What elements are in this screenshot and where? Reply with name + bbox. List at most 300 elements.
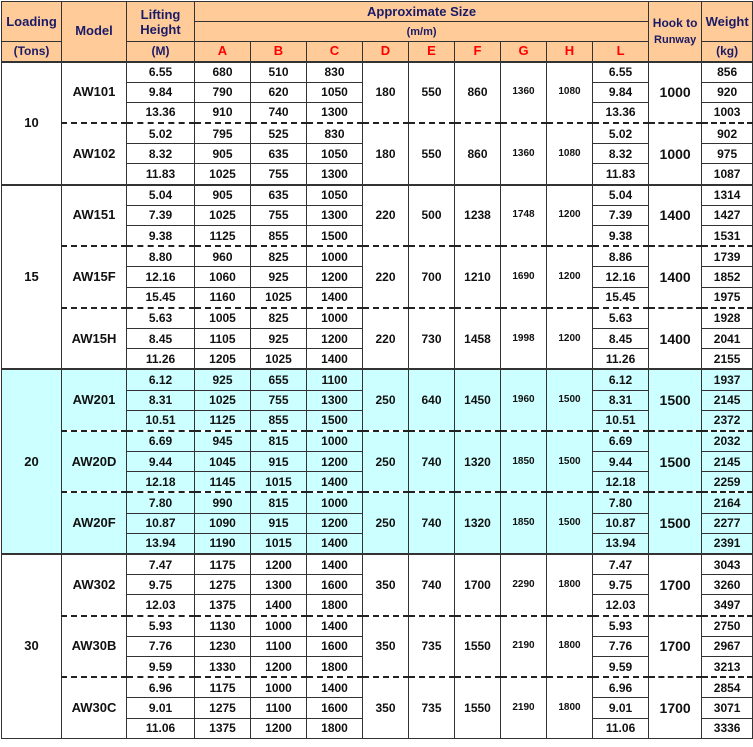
weight-cell: 3213 bbox=[702, 656, 753, 677]
dim-c-cell: 830 bbox=[307, 62, 363, 83]
weight-header: Weight bbox=[702, 2, 753, 42]
lifting-height-cell: 8.32 bbox=[127, 144, 195, 164]
dim-c-cell: 1400 bbox=[307, 616, 363, 637]
dim-f-cell: 1320 bbox=[455, 431, 501, 493]
dim-l-cell: 9.59 bbox=[593, 656, 649, 677]
dim-b-cell: 1000 bbox=[251, 616, 307, 637]
hook-to-runway-line2: Runway bbox=[654, 33, 697, 46]
dim-d-cell: 250 bbox=[363, 492, 409, 554]
dim-c-cell: 1300 bbox=[307, 164, 363, 185]
lifting-height-cell: 11.83 bbox=[127, 164, 195, 185]
lifting-height-unit: (M) bbox=[127, 42, 195, 62]
dim-b-cell: 1100 bbox=[251, 636, 307, 656]
lifting-height-cell: 11.26 bbox=[127, 349, 195, 370]
dim-l-cell: 7.47 bbox=[593, 554, 649, 575]
lifting-height-cell: 7.47 bbox=[127, 554, 195, 575]
dim-c-cell: 1300 bbox=[307, 390, 363, 410]
dim-a-cell: 945 bbox=[195, 431, 251, 452]
table-row bbox=[2, 308, 753, 329]
dim-e-cell: 640 bbox=[409, 369, 455, 431]
dim-b-cell: 925 bbox=[251, 328, 307, 348]
dim-a-cell: 960 bbox=[195, 246, 251, 267]
dim-a-cell: 1045 bbox=[195, 452, 251, 472]
lifting-height-cell: 6.55 bbox=[127, 62, 195, 83]
dim-b-cell: 1100 bbox=[251, 698, 307, 718]
hook-to-runway-cell: 1400 bbox=[649, 246, 702, 308]
col-header-f: F bbox=[455, 42, 501, 62]
dim-a-cell: 1125 bbox=[195, 226, 251, 247]
col-header-b: B bbox=[251, 42, 307, 62]
lifting-height-cell: 15.45 bbox=[127, 287, 195, 308]
dim-a-cell: 1175 bbox=[195, 554, 251, 575]
dim-f-cell: 1550 bbox=[455, 616, 501, 678]
lifting-height-cell: 9.38 bbox=[127, 226, 195, 247]
dim-h-cell: 1080 bbox=[547, 123, 593, 185]
dim-l-cell: 15.45 bbox=[593, 287, 649, 308]
lifting-height-cell: 9.75 bbox=[127, 575, 195, 595]
dim-g-cell: 1850 bbox=[501, 492, 547, 554]
dim-c-cell: 1400 bbox=[307, 554, 363, 575]
lifting-height-cell: 6.12 bbox=[127, 369, 195, 390]
dim-a-cell: 1105 bbox=[195, 328, 251, 348]
dim-f-cell: 860 bbox=[455, 62, 501, 124]
weight-cell: 1531 bbox=[702, 226, 753, 247]
lifting-height-cell: 8.45 bbox=[127, 328, 195, 348]
col-header-l: L bbox=[593, 42, 649, 62]
weight-cell: 3497 bbox=[702, 595, 753, 616]
lifting-height-cell: 7.39 bbox=[127, 205, 195, 225]
dim-a-cell: 1145 bbox=[195, 472, 251, 493]
dim-b-cell: 1025 bbox=[251, 349, 307, 370]
dim-l-cell: 12.03 bbox=[593, 595, 649, 616]
dim-l-cell: 5.63 bbox=[593, 308, 649, 329]
table-body bbox=[2, 62, 753, 739]
dim-b-cell: 755 bbox=[251, 164, 307, 185]
dim-f-cell: 1450 bbox=[455, 369, 501, 431]
dim-g-cell: 1360 bbox=[501, 123, 547, 185]
dim-l-cell: 6.96 bbox=[593, 677, 649, 698]
dim-b-cell: 740 bbox=[251, 102, 307, 123]
hook-to-runway-cell: 1400 bbox=[649, 185, 702, 247]
weight-cell: 3336 bbox=[702, 718, 753, 738]
lifting-height-cell: 10.87 bbox=[127, 513, 195, 533]
hook-to-runway-line1: Hook to bbox=[652, 15, 698, 30]
lifting-height-cell: 11.06 bbox=[127, 718, 195, 738]
dim-e-cell: 735 bbox=[409, 616, 455, 678]
dim-f-cell: 1320 bbox=[455, 492, 501, 554]
dim-l-cell: 7.80 bbox=[593, 492, 649, 513]
lifting-height-cell: 5.02 bbox=[127, 123, 195, 144]
dim-g-cell: 2190 bbox=[501, 677, 547, 738]
model-cell: AW201 bbox=[62, 369, 127, 431]
dim-l-cell: 11.06 bbox=[593, 718, 649, 738]
weight-cell: 1937 bbox=[702, 369, 753, 390]
weight-cell: 1852 bbox=[702, 267, 753, 287]
dim-h-cell: 1200 bbox=[547, 308, 593, 370]
dim-d-cell: 220 bbox=[363, 185, 409, 247]
lifting-height-cell: 9.44 bbox=[127, 452, 195, 472]
dim-e-cell: 740 bbox=[409, 554, 455, 616]
dim-g-cell: 1998 bbox=[501, 308, 547, 370]
dim-a-cell: 905 bbox=[195, 185, 251, 206]
dim-l-cell: 13.36 bbox=[593, 102, 649, 123]
dim-a-cell: 1375 bbox=[195, 718, 251, 738]
weight-cell: 1087 bbox=[702, 164, 753, 185]
model-cell: AW20F bbox=[62, 492, 127, 554]
model-cell: AW15H bbox=[62, 308, 127, 370]
lifting-height-cell: 12.16 bbox=[127, 267, 195, 287]
dim-b-cell: 635 bbox=[251, 185, 307, 206]
lifting-height-cell: 8.80 bbox=[127, 246, 195, 267]
dim-b-cell: 1300 bbox=[251, 575, 307, 595]
hook-to-runway-cell: 1500 bbox=[649, 431, 702, 493]
dim-c-cell: 1500 bbox=[307, 410, 363, 431]
dim-f-cell: 1700 bbox=[455, 554, 501, 616]
dim-l-cell: 9.75 bbox=[593, 575, 649, 595]
weight-cell: 2145 bbox=[702, 390, 753, 410]
table-row bbox=[2, 677, 753, 698]
hook-to-runway-cell: 1700 bbox=[649, 677, 702, 738]
dim-g-cell: 2290 bbox=[501, 554, 547, 616]
lifting-height-cell: 5.93 bbox=[127, 616, 195, 637]
dim-b-cell: 915 bbox=[251, 513, 307, 533]
table-row bbox=[2, 369, 753, 390]
hoist-spec-table bbox=[1, 1, 753, 739]
loading-cell: 15 bbox=[2, 185, 62, 370]
dim-a-cell: 680 bbox=[195, 62, 251, 83]
dim-h-cell: 1500 bbox=[547, 492, 593, 554]
lifting-height-cell: 13.94 bbox=[127, 533, 195, 554]
table-row bbox=[2, 123, 753, 144]
weight-cell: 856 bbox=[702, 62, 753, 83]
dim-d-cell: 220 bbox=[363, 246, 409, 308]
dim-f-cell: 1458 bbox=[455, 308, 501, 370]
hook-to-runway-cell: 1400 bbox=[649, 308, 702, 370]
dim-c-cell: 830 bbox=[307, 123, 363, 144]
dim-c-cell: 1800 bbox=[307, 656, 363, 677]
loading-cell: 10 bbox=[2, 62, 62, 185]
dim-l-cell: 9.01 bbox=[593, 698, 649, 718]
lifting-height-cell: 5.04 bbox=[127, 185, 195, 206]
dim-a-cell: 1375 bbox=[195, 595, 251, 616]
dim-d-cell: 220 bbox=[363, 308, 409, 370]
lifting-height-cell: 6.69 bbox=[127, 431, 195, 452]
dim-a-cell: 1175 bbox=[195, 677, 251, 698]
dim-b-cell: 1015 bbox=[251, 533, 307, 554]
dim-f-cell: 1238 bbox=[455, 185, 501, 247]
dim-b-cell: 1400 bbox=[251, 595, 307, 616]
table-row bbox=[2, 492, 753, 513]
dim-b-cell: 525 bbox=[251, 123, 307, 144]
model-cell: AW151 bbox=[62, 185, 127, 247]
loading-cell: 30 bbox=[2, 554, 62, 738]
dim-l-cell: 11.26 bbox=[593, 349, 649, 370]
dim-c-cell: 1000 bbox=[307, 431, 363, 452]
lifting-height-cell: 13.36 bbox=[127, 102, 195, 123]
weight-cell: 2391 bbox=[702, 533, 753, 554]
dim-d-cell: 350 bbox=[363, 554, 409, 616]
lifting-height-cell: 9.01 bbox=[127, 698, 195, 718]
dim-l-cell: 5.04 bbox=[593, 185, 649, 206]
dim-c-cell: 1300 bbox=[307, 205, 363, 225]
dim-a-cell: 990 bbox=[195, 492, 251, 513]
dim-l-cell: 12.16 bbox=[593, 267, 649, 287]
dim-a-cell: 1025 bbox=[195, 390, 251, 410]
dim-g-cell: 1690 bbox=[501, 246, 547, 308]
model-cell: AW15F bbox=[62, 246, 127, 308]
loading-cell: 20 bbox=[2, 369, 62, 554]
model-header: Model bbox=[62, 2, 127, 62]
dim-l-cell: 12.18 bbox=[593, 472, 649, 493]
weight-cell: 2259 bbox=[702, 472, 753, 493]
hook-to-runway-cell: 1700 bbox=[649, 554, 702, 616]
dim-c-cell: 1200 bbox=[307, 513, 363, 533]
dim-d-cell: 350 bbox=[363, 616, 409, 678]
weight-cell: 1975 bbox=[702, 287, 753, 308]
weight-cell: 2372 bbox=[702, 410, 753, 431]
dim-b-cell: 815 bbox=[251, 492, 307, 513]
dim-l-cell: 9.38 bbox=[593, 226, 649, 247]
weight-cell: 3043 bbox=[702, 554, 753, 575]
dim-a-cell: 1005 bbox=[195, 308, 251, 329]
weight-cell: 1003 bbox=[702, 102, 753, 123]
weight-cell: 1427 bbox=[702, 205, 753, 225]
table-row bbox=[2, 554, 753, 575]
dim-e-cell: 550 bbox=[409, 62, 455, 124]
dim-l-cell: 10.87 bbox=[593, 513, 649, 533]
dim-c-cell: 1200 bbox=[307, 328, 363, 348]
dim-h-cell: 1200 bbox=[547, 185, 593, 247]
hook-to-runway-cell: 1500 bbox=[649, 369, 702, 431]
table-row bbox=[2, 616, 753, 637]
lifting-height-header: Lifting Height bbox=[127, 2, 195, 42]
weight-cell: 975 bbox=[702, 144, 753, 164]
dim-e-cell: 735 bbox=[409, 677, 455, 738]
dim-d-cell: 180 bbox=[363, 123, 409, 185]
dim-b-cell: 755 bbox=[251, 205, 307, 225]
dim-c-cell: 1200 bbox=[307, 452, 363, 472]
dim-e-cell: 700 bbox=[409, 246, 455, 308]
lifting-height-cell: 12.03 bbox=[127, 595, 195, 616]
dim-a-cell: 1160 bbox=[195, 287, 251, 308]
dim-h-cell: 1500 bbox=[547, 369, 593, 431]
weight-cell: 2277 bbox=[702, 513, 753, 533]
model-cell: AW30B bbox=[62, 616, 127, 678]
lifting-height-cell: 5.63 bbox=[127, 308, 195, 329]
dim-a-cell: 1090 bbox=[195, 513, 251, 533]
weight-cell: 2155 bbox=[702, 349, 753, 370]
dim-e-cell: 740 bbox=[409, 431, 455, 493]
dim-f-cell: 1210 bbox=[455, 246, 501, 308]
dim-b-cell: 855 bbox=[251, 410, 307, 431]
dim-a-cell: 790 bbox=[195, 82, 251, 102]
col-header-c: C bbox=[307, 42, 363, 62]
dim-l-cell: 10.51 bbox=[593, 410, 649, 431]
model-cell: AW20D bbox=[62, 431, 127, 493]
table-row bbox=[2, 431, 753, 452]
dim-c-cell: 1100 bbox=[307, 369, 363, 390]
lifting-height-cell: 10.51 bbox=[127, 410, 195, 431]
dim-c-cell: 1050 bbox=[307, 82, 363, 102]
dim-b-cell: 1000 bbox=[251, 677, 307, 698]
model-cell: AW30C bbox=[62, 677, 127, 738]
dim-e-cell: 740 bbox=[409, 492, 455, 554]
dim-b-cell: 1200 bbox=[251, 554, 307, 575]
dim-h-cell: 1800 bbox=[547, 554, 593, 616]
col-header-a: A bbox=[195, 42, 251, 62]
dim-a-cell: 925 bbox=[195, 369, 251, 390]
dim-b-cell: 855 bbox=[251, 226, 307, 247]
dim-e-cell: 730 bbox=[409, 308, 455, 370]
loading-unit: (Tons) bbox=[2, 42, 62, 62]
weight-cell: 2750 bbox=[702, 616, 753, 637]
weight-cell: 3071 bbox=[702, 698, 753, 718]
dim-c-cell: 1000 bbox=[307, 492, 363, 513]
dim-e-cell: 550 bbox=[409, 123, 455, 185]
dim-c-cell: 1400 bbox=[307, 677, 363, 698]
dim-l-cell: 5.02 bbox=[593, 123, 649, 144]
approx-size-unit: (m/m) bbox=[195, 22, 649, 42]
lifting-height-cell: 8.31 bbox=[127, 390, 195, 410]
dim-a-cell: 1130 bbox=[195, 616, 251, 637]
dim-b-cell: 1025 bbox=[251, 287, 307, 308]
dim-a-cell: 1125 bbox=[195, 410, 251, 431]
dim-l-cell: 8.31 bbox=[593, 390, 649, 410]
dim-b-cell: 1200 bbox=[251, 656, 307, 677]
dim-c-cell: 1400 bbox=[307, 472, 363, 493]
dim-b-cell: 755 bbox=[251, 390, 307, 410]
dim-l-cell: 9.44 bbox=[593, 452, 649, 472]
dim-c-cell: 1050 bbox=[307, 185, 363, 206]
dim-c-cell: 1600 bbox=[307, 698, 363, 718]
col-header-g: G bbox=[501, 42, 547, 62]
hook-to-runway-cell: 1000 bbox=[649, 62, 702, 124]
dim-d-cell: 250 bbox=[363, 431, 409, 493]
dim-b-cell: 825 bbox=[251, 308, 307, 329]
lifting-height-cell: 7.76 bbox=[127, 636, 195, 656]
dim-h-cell: 1800 bbox=[547, 616, 593, 678]
table-row bbox=[2, 62, 753, 83]
dim-b-cell: 655 bbox=[251, 369, 307, 390]
dim-l-cell: 11.83 bbox=[593, 164, 649, 185]
dim-d-cell: 180 bbox=[363, 62, 409, 124]
lifting-height-cell: 6.96 bbox=[127, 677, 195, 698]
col-header-h: H bbox=[547, 42, 593, 62]
dim-c-cell: 1300 bbox=[307, 102, 363, 123]
dim-d-cell: 250 bbox=[363, 369, 409, 431]
weight-cell: 2854 bbox=[702, 677, 753, 698]
dim-f-cell: 1550 bbox=[455, 677, 501, 738]
dim-a-cell: 905 bbox=[195, 144, 251, 164]
dim-c-cell: 1400 bbox=[307, 287, 363, 308]
hook-to-runway-cell: 1000 bbox=[649, 123, 702, 185]
dim-c-cell: 1200 bbox=[307, 267, 363, 287]
dim-l-cell: 8.45 bbox=[593, 328, 649, 348]
model-cell: AW101 bbox=[62, 62, 127, 124]
model-cell: AW102 bbox=[62, 123, 127, 185]
table-row bbox=[2, 185, 753, 206]
dim-l-cell: 6.55 bbox=[593, 62, 649, 83]
weight-cell: 2967 bbox=[702, 636, 753, 656]
dim-l-cell: 9.84 bbox=[593, 82, 649, 102]
weight-cell: 902 bbox=[702, 123, 753, 144]
weight-cell: 3260 bbox=[702, 575, 753, 595]
dim-h-cell: 1200 bbox=[547, 246, 593, 308]
dim-h-cell: 1500 bbox=[547, 431, 593, 493]
dim-b-cell: 1200 bbox=[251, 718, 307, 738]
model-cell: AW302 bbox=[62, 554, 127, 616]
dim-b-cell: 825 bbox=[251, 246, 307, 267]
lifting-height-cell: 9.84 bbox=[127, 82, 195, 102]
dim-g-cell: 1360 bbox=[501, 62, 547, 124]
weight-cell: 1928 bbox=[702, 308, 753, 329]
lifting-height-cell: 9.59 bbox=[127, 656, 195, 677]
col-header-e: E bbox=[409, 42, 455, 62]
dim-b-cell: 925 bbox=[251, 267, 307, 287]
hook-to-runway-header bbox=[649, 2, 702, 62]
dim-b-cell: 815 bbox=[251, 431, 307, 452]
dim-l-cell: 7.39 bbox=[593, 205, 649, 225]
lifting-height-cell: 12.18 bbox=[127, 472, 195, 493]
dim-c-cell: 1600 bbox=[307, 575, 363, 595]
hook-to-runway-cell: 1700 bbox=[649, 616, 702, 678]
dim-c-cell: 1000 bbox=[307, 246, 363, 267]
dim-l-cell: 5.93 bbox=[593, 616, 649, 637]
dim-l-cell: 6.12 bbox=[593, 369, 649, 390]
dim-g-cell: 2190 bbox=[501, 616, 547, 678]
dim-a-cell: 1025 bbox=[195, 205, 251, 225]
dim-b-cell: 915 bbox=[251, 452, 307, 472]
table-header bbox=[2, 2, 753, 62]
dim-f-cell: 860 bbox=[455, 123, 501, 185]
col-header-d: D bbox=[363, 42, 409, 62]
dim-h-cell: 1080 bbox=[547, 62, 593, 124]
dim-b-cell: 1015 bbox=[251, 472, 307, 493]
dim-l-cell: 13.94 bbox=[593, 533, 649, 554]
weight-cell: 920 bbox=[702, 82, 753, 102]
lifting-height-cell: 7.80 bbox=[127, 492, 195, 513]
dim-b-cell: 635 bbox=[251, 144, 307, 164]
dim-e-cell: 500 bbox=[409, 185, 455, 247]
dim-l-cell: 8.32 bbox=[593, 144, 649, 164]
dim-a-cell: 1330 bbox=[195, 656, 251, 677]
weight-unit: (kg) bbox=[702, 42, 753, 62]
weight-cell: 1739 bbox=[702, 246, 753, 267]
weight-cell: 2164 bbox=[702, 492, 753, 513]
dim-g-cell: 1748 bbox=[501, 185, 547, 247]
dim-d-cell: 350 bbox=[363, 677, 409, 738]
dim-l-cell: 8.86 bbox=[593, 246, 649, 267]
hook-to-runway-cell: 1500 bbox=[649, 492, 702, 554]
weight-cell: 2032 bbox=[702, 431, 753, 452]
dim-h-cell: 1800 bbox=[547, 677, 593, 738]
dim-c-cell: 1800 bbox=[307, 595, 363, 616]
dim-a-cell: 910 bbox=[195, 102, 251, 123]
weight-cell: 2145 bbox=[702, 452, 753, 472]
dim-l-cell: 7.76 bbox=[593, 636, 649, 656]
dim-c-cell: 1400 bbox=[307, 533, 363, 554]
dim-a-cell: 1205 bbox=[195, 349, 251, 370]
dim-a-cell: 1025 bbox=[195, 164, 251, 185]
weight-cell: 1314 bbox=[702, 185, 753, 206]
dim-b-cell: 510 bbox=[251, 62, 307, 83]
dim-c-cell: 1500 bbox=[307, 226, 363, 247]
table-row bbox=[2, 246, 753, 267]
dim-a-cell: 1275 bbox=[195, 575, 251, 595]
dim-g-cell: 1960 bbox=[501, 369, 547, 431]
dim-c-cell: 1800 bbox=[307, 718, 363, 738]
dim-b-cell: 620 bbox=[251, 82, 307, 102]
